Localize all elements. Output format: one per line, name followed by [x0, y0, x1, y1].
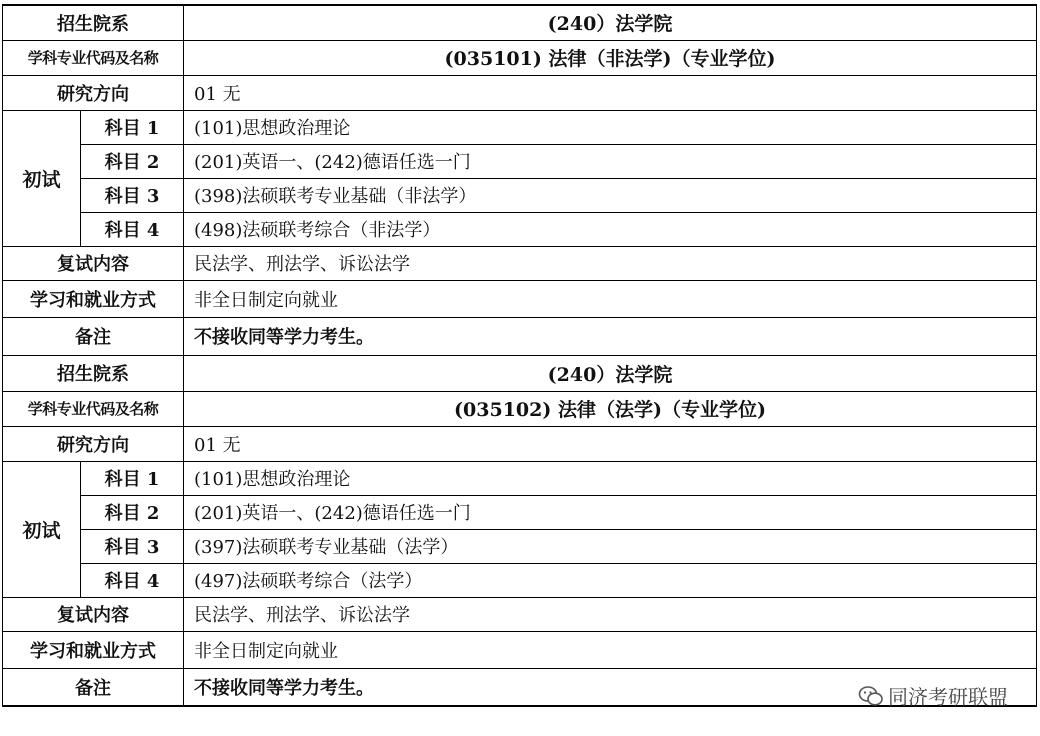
exam-label: 初试 — [3, 461, 81, 597]
program-block-2 — [3, 355, 1037, 706]
mode-value: 非全日制定向就业 — [184, 280, 1037, 317]
subject-value: (101)思想政治理论 — [184, 110, 1037, 144]
subject-label: 科目 2 — [81, 144, 184, 178]
retest-row — [3, 597, 1037, 631]
program-block-1 — [3, 5, 1037, 355]
major-row — [3, 391, 1037, 426]
subject-label: 科目 2 — [81, 495, 184, 529]
wechat-icon — [858, 685, 884, 707]
remark-value: 不接收同等学力考生。 — [184, 317, 1037, 355]
major-label: 学科专业代码及名称 — [3, 391, 184, 426]
direction-row — [3, 426, 1037, 461]
subject-row — [3, 144, 1037, 178]
major-value: (035101) 法律（非法学)（专业学位) — [184, 40, 1037, 75]
subject-row — [3, 461, 1037, 495]
dept-value: (240）法学院 — [184, 355, 1037, 391]
remark-row — [3, 317, 1037, 355]
direction-value: 01 无 — [184, 426, 1037, 461]
watermark — [858, 681, 1008, 710]
subject-value: (397)法硕联考专业基础（法学） — [184, 529, 1037, 563]
direction-label: 研究方向 — [3, 426, 184, 461]
retest-row — [3, 246, 1037, 280]
retest-label: 复试内容 — [3, 597, 184, 631]
subject-label: 科目 1 — [81, 461, 184, 495]
retest-value: 民法学、刑法学、诉讼法学 — [184, 246, 1037, 280]
mode-row — [3, 280, 1037, 317]
watermark-text: 同济考研联盟 — [888, 685, 1008, 709]
mode-label: 学习和就业方式 — [3, 631, 184, 668]
admissions-table — [2, 4, 1037, 707]
exam-label: 初试 — [3, 110, 81, 246]
subject-row — [3, 178, 1037, 212]
dept-row — [3, 355, 1037, 391]
subject-row — [3, 495, 1037, 529]
subject-row — [3, 212, 1037, 246]
mode-row — [3, 631, 1037, 668]
major-label: 学科专业代码及名称 — [3, 40, 184, 75]
subject-label: 科目 4 — [81, 563, 184, 597]
dept-label: 招生院系 — [3, 5, 184, 40]
direction-label: 研究方向 — [3, 75, 184, 110]
subject-label: 科目 3 — [81, 529, 184, 563]
major-value: (035102) 法律（法学)（专业学位) — [184, 391, 1037, 426]
dept-row — [3, 5, 1037, 40]
mode-label: 学习和就业方式 — [3, 280, 184, 317]
major-row — [3, 40, 1037, 75]
subject-value: (201)英语一、(242)德语任选一门 — [184, 495, 1037, 529]
retest-label: 复试内容 — [3, 246, 184, 280]
subject-value: (101)思想政治理论 — [184, 461, 1037, 495]
direction-value: 01 无 — [184, 75, 1037, 110]
dept-value: (240）法学院 — [184, 5, 1037, 40]
subject-label: 科目 3 — [81, 178, 184, 212]
retest-value: 民法学、刑法学、诉讼法学 — [184, 597, 1037, 631]
subject-value: (498)法硕联考综合（非法学） — [184, 212, 1037, 246]
subject-row — [3, 563, 1037, 597]
mode-value: 非全日制定向就业 — [184, 631, 1037, 668]
subject-value: (398)法硕联考专业基础（非法学） — [184, 178, 1037, 212]
subject-value: (497)法硕联考综合（法学） — [184, 563, 1037, 597]
remark-label: 备注 — [3, 317, 184, 355]
dept-label: 招生院系 — [3, 355, 184, 391]
subject-row — [3, 110, 1037, 144]
admissions-table-wrapper — [2, 4, 1036, 707]
subject-row — [3, 529, 1037, 563]
remark-label: 备注 — [3, 668, 184, 706]
remark-value: 不接收同等学力考生。 — [184, 668, 1037, 706]
subject-value: (201)英语一、(242)德语任选一门 — [184, 144, 1037, 178]
subject-label: 科目 1 — [81, 110, 184, 144]
direction-row — [3, 75, 1037, 110]
subject-label: 科目 4 — [81, 212, 184, 246]
